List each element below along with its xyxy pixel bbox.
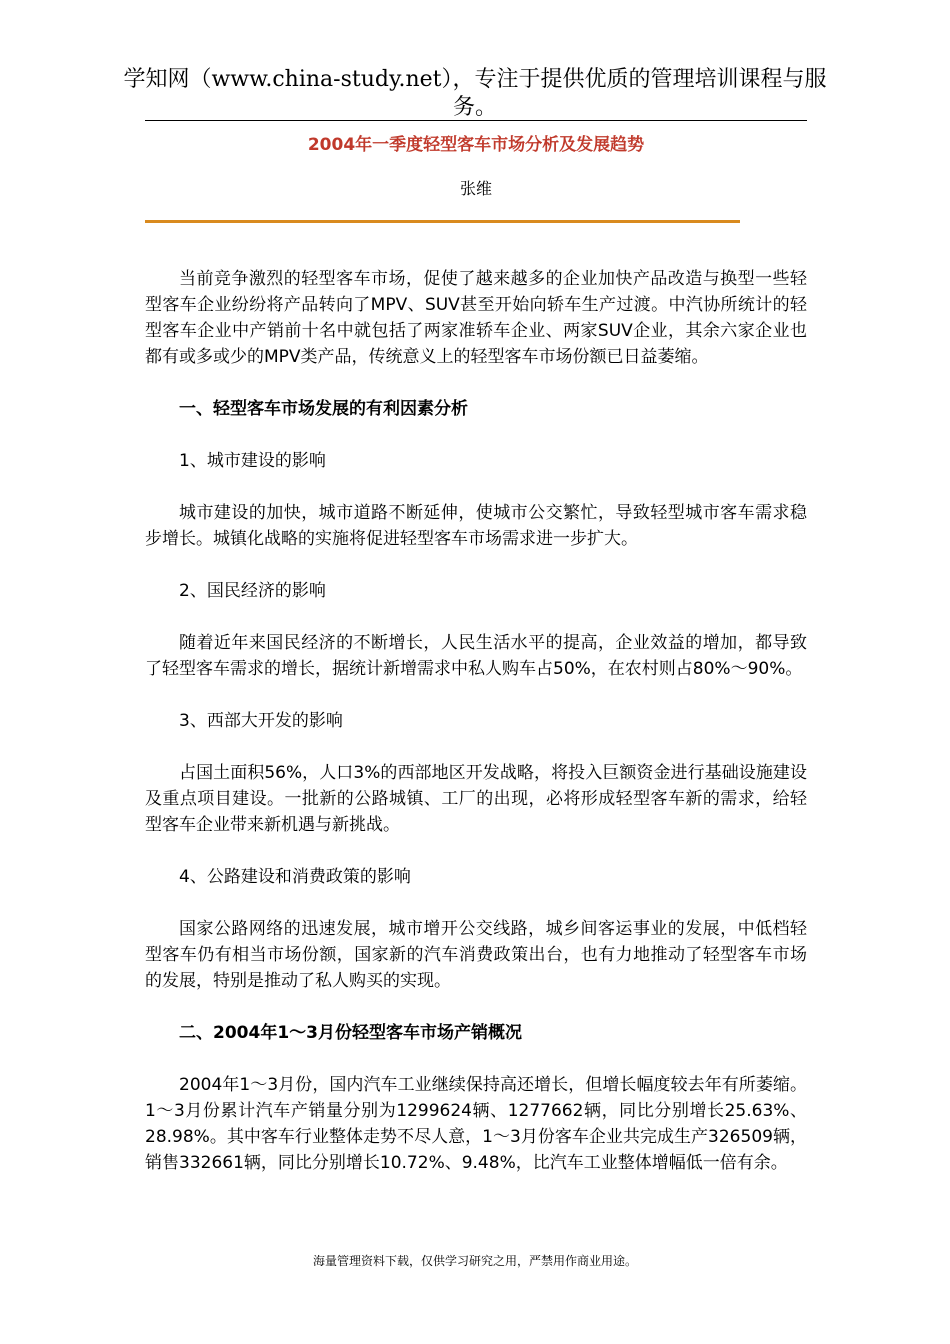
site-header: 学知网（www.china-study.net），专注于提供优质的管理培训课程与服务。	[123, 67, 827, 120]
paragraph-4: 国家公路网络的迅速发展，城市增开公交线路，城乡间客运事业的发展，中低档轻型客车仍有相当市场份额，国家新的汽车消费政策出台，也有力地推动了轻型客车市场的发展，特别是推动了私人购买的实现。	[145, 919, 807, 991]
subheading-1: 1、城市建设的影响	[179, 451, 326, 471]
document-title: 2004年一季度轻型客车市场分析及发展趋势	[307, 135, 645, 155]
paragraph-1: 城市建设的加快，城市道路不断延伸，使城市公交繁忙，导致轻型城市客车需求稳步增长。城镇化战略的实施将促进轻型客车市场需求进一步扩大。	[145, 503, 807, 549]
subheading-2: 2、国民经济的影响	[179, 581, 326, 601]
paragraph-2: 随着近年来国民经济的不断增长，人民生活水平的提高，企业效益的增加，都导致了轻型客车需求的增长，据统计新增需求中私人购车占50%，在农村则占80%～90%。	[145, 633, 807, 679]
title-divider	[145, 220, 740, 223]
header-divider	[145, 120, 807, 121]
paragraph-5: 2004年1～3月份，国内汽车工业继续保持高还增长，但增长幅度较去年有所萎缩。1～3月份累计汽车产销量分别为1299624辆、1277662辆，同比分别增长25.63%、28.98%。其中客车行业整体走势不尽人意，1～3月份客车企业共完成生产326509辆，销售332661辆，同比分别增长10.72%、9.48%，比汽车工业整体增幅低一倍有余。	[145, 1075, 807, 1173]
article-body	[145, 266, 807, 1176]
subheading-4: 4、公路建设和消费政策的影响	[179, 867, 411, 887]
intro-paragraph: 当前竞争激烈的轻型客车市场，促使了越来越多的企业加快产品改造与换型一些轻型客车企业纷纷将产品转向了MPV、SUV甚至开始向轿车生产过渡。中汽协所统计的轻型客车企业中产销前十名中就包括了两家准轿车企业、两家SUV企业，其余六家企业也都有或多或少的MPV类产品，传统意义上的轻型客车市场份额已日益萎缩。	[145, 269, 807, 367]
subheading-3: 3、西部大开发的影响	[179, 711, 343, 731]
author: 张维	[459, 179, 492, 198]
section-heading-1: 一、轻型客车市场发展的有利因素分析	[179, 399, 468, 419]
footer-disclaimer: 海量管理资料下载，仅供学习研究之用，严禁用作商业用途。	[312, 1254, 637, 1268]
paragraph-3: 占国土面积56%，人口3%的西部地区开发战略，将投入巨额资金进行基础设施建设及重点项目建设。一批新的公路城镇、工厂的出现，必将形成轻型客车新的需求，给轻型客车企业带来新机遇与新挑战。	[145, 763, 807, 835]
section-heading-2: 二、2004年1～3月份轻型客车市场产销概况	[179, 1023, 522, 1043]
